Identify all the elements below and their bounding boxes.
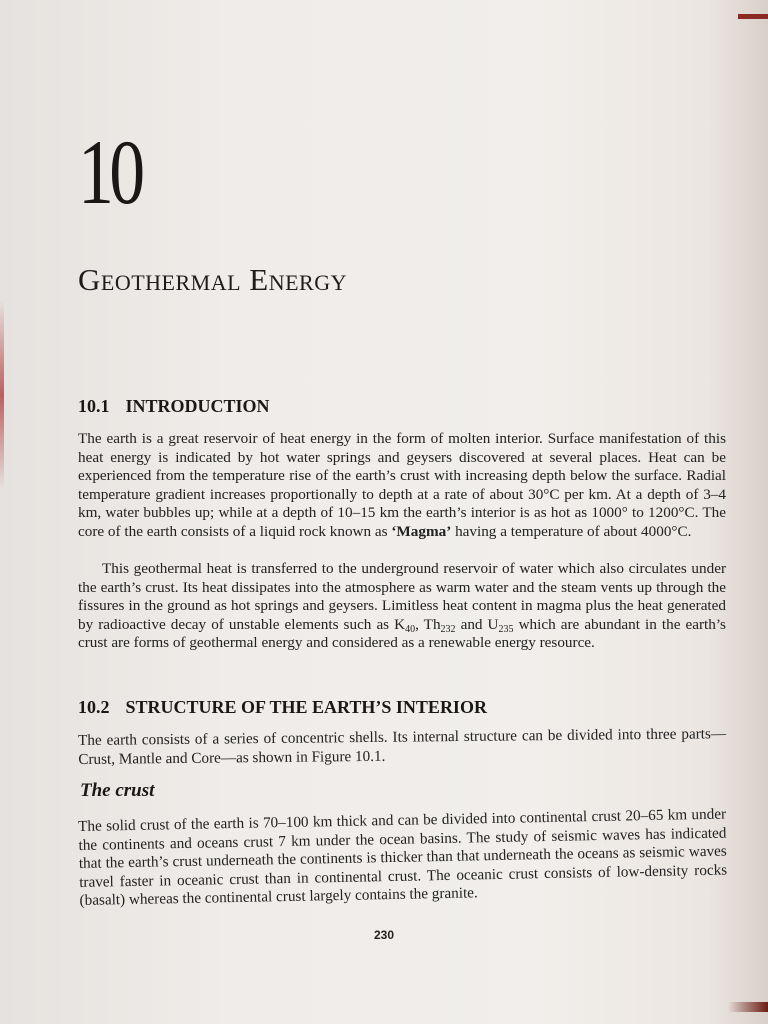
crust-paragraph: The solid crust of the earth is 70–100 km thick and can be divided into continental crust 20–65 km under the continents and oceans crust 7 km under the ocean basins. The study of seismic waves has indicated that the earth’s crust underneath the continents is thicker than that underneath the oceans as seismic waves travel faster in oceanic crust than in continental crust. The oceanic crust consists of low-density rocks (basalt) whereas the continental crust largely contains the granite. (78, 805, 728, 910)
section-title: INTRODUCTION (125, 396, 270, 416)
structure-paragraph: The earth consists of a series of concentric shells. Its internal structure can be divided into three parts—Crust, Mantle and Core—as shown in Figure 10.1. (78, 725, 727, 768)
subsection-heading-crust: The crust (80, 780, 155, 801)
chapter-title: Geothermal Energy (78, 262, 348, 297)
section-number: 10.2 (78, 697, 110, 717)
page-edge-shadow (0, 300, 4, 490)
intro-paragraph-2 (78, 560, 726, 653)
intro-text-end: having a temperature of about 4000°C. (451, 522, 692, 540)
section-heading-introduction (78, 396, 270, 417)
p2-text-1: This geothermal heat is transferred to the underground reservoir of water which also circulates under the earth’s crust. Its heat dissipates into the atmosphere as warm water and the steam vents up through the fissures in the ground as hot springs and geysers. Limitless heat content in magma plus the heat generated by radioactive decay of unstable elements such as K (78, 560, 726, 633)
chapter-number: 10 (78, 121, 141, 223)
subscript-u: 235 (498, 623, 514, 635)
intro-text: The earth is a great reservoir of heat energy in the form of molten interior. Surface manifestation of this heat energy is indicated by hot water springs and geysers discovered at several places. Heat can be experienced from the temperature rise of the earth’s crust with increasing depth below the surface. Radial temperature gradient increases proportionally to depth at a rate of about 30°C per km. At a depth of 3–4 km, water bubbles up; while at a depth of 10–15 km the earth’s interior is as hot as 1000° to 1200°C. The core of the earth consists of a liquid rock known as (78, 430, 726, 540)
subscript-th: 232 (440, 623, 456, 635)
section-number: 10.1 (78, 396, 110, 416)
section-heading-structure (78, 697, 487, 718)
subscript-k: 40 (405, 623, 416, 635)
p2-text-2: , Th (415, 615, 441, 633)
page-number: 230 (373, 928, 395, 942)
page-edge-mark (738, 14, 768, 19)
page-edge-mark-bottom (728, 1002, 768, 1012)
p2-text-4: which are abundant in the earth’s crust are forms of geothermal energy and considered as a renewable energy resource. (78, 615, 726, 652)
section-title: STRUCTURE OF THE EARTH’S INTERIOR (125, 697, 487, 717)
intro-paragraph-1 (78, 430, 726, 542)
p2-text-3: and U (455, 615, 499, 633)
magma-term: ‘Magma’ (391, 522, 452, 540)
